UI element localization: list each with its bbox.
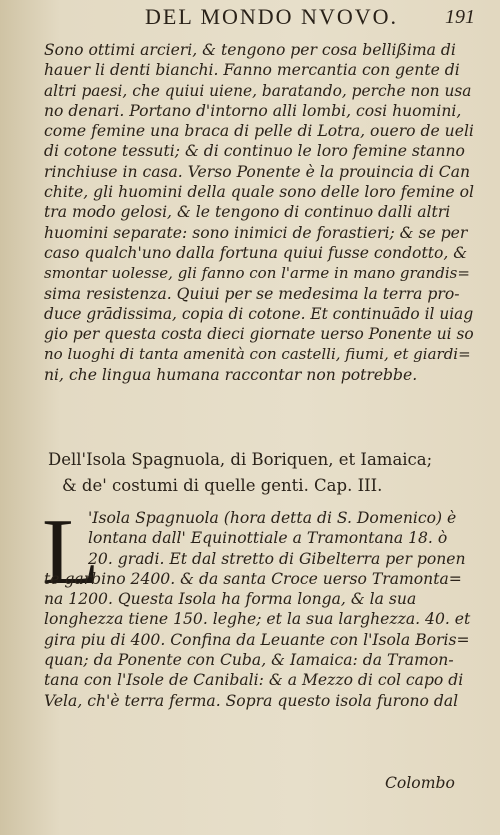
text-line: tra modo gelosi, & le tengono di continuo dalli altri <box>44 203 451 222</box>
drop-cap-initial: L <box>42 500 100 604</box>
text-line: altri paesi, che quiui uiene, baratando, perche non usa <box>44 81 472 100</box>
text-line: Vela, ch'è terra ferma. Sopra questo isola furono dal <box>44 691 459 710</box>
text-line: no denari. Portano d'intorno alli lombi, cosi huomini, <box>44 101 462 120</box>
text-block-1 <box>44 40 474 385</box>
text-line: rinchiuse in casa. Verso Ponente è la prouincia di Can <box>44 162 471 181</box>
page-header <box>145 4 475 34</box>
heading-line: & de' costumi di quelle genti. Cap. III. <box>62 476 383 495</box>
text-line: na 1200. Questa Isola ha forma longa, & la sua <box>44 590 417 609</box>
running-head: DEL MONDO NVOVO. <box>145 4 398 29</box>
text-line: come femine una braca di pelle di Lotra, ouero de ueli <box>44 122 474 141</box>
text-line: duce grādissima, copia di cotone. Et continuādo il uiag <box>44 304 474 323</box>
text-line: no luoghi di tanta amenità con castelli, fiumi, et giardi= <box>44 345 471 364</box>
text-line: quan; da Ponente con Cuba, & Iamaica: da Tramon- <box>44 651 454 670</box>
text-line: te garbino 2400. & da santa Croce uerso Tramonta= <box>44 569 462 588</box>
text-line: tana con l'Isole de Canibali: & a Mezzo di col capo di <box>44 671 464 690</box>
text-line: ni, che lingua humana raccontar non potrebbe. <box>44 365 418 384</box>
text-line: chite, gli huomini della quale sono delle loro femine ol <box>44 183 474 202</box>
text-line: 'Isola Spagnuola (hora detta di S. Domenico) è <box>88 509 457 527</box>
text-line: caso qualch'uno dalla fortuna quiui fusse condotto, & <box>44 243 468 262</box>
text-line: Sono ottimi arcieri, & tengono per cosa bellißima di <box>44 41 456 59</box>
text-line: huomini separate: sono inimici de forastieri; & se per <box>44 223 468 242</box>
chapter-heading <box>48 447 478 499</box>
text-line: gira piu di 400. Confina da Leuante con l'Isola Boris= <box>44 630 470 649</box>
text-line: 20. gradi. Et dal stretto di Gibelterra per ponen <box>88 549 466 568</box>
text-line: lontana dall' Equinottiale a Tramontana 18. ò <box>88 529 448 548</box>
text-line: di cotone tessuti; & di continuo le loro femine stanno <box>44 142 465 161</box>
text-line: hauer li denti bianchi. Fanno mercantia con gente di <box>44 61 460 80</box>
catchword: Colombo <box>385 774 455 792</box>
text-block-2 <box>42 500 474 711</box>
text-line: gio per questa costa dieci giornate uerso Ponente ui so <box>44 325 474 344</box>
heading-line: Dell'Isola Spagnuola, di Boriquen, et Iamaica; <box>48 450 433 469</box>
text-line: smontar uolesse, gli fanno con l'arme in mano grandis= <box>44 264 470 283</box>
page-number: 191 <box>445 6 475 28</box>
text-line: longhezza tiene 150. leghe; et la sua larghezza. 40. et <box>44 610 471 629</box>
text-line: sima resistenza. Quiui per se medesima la terra pro- <box>44 284 460 303</box>
